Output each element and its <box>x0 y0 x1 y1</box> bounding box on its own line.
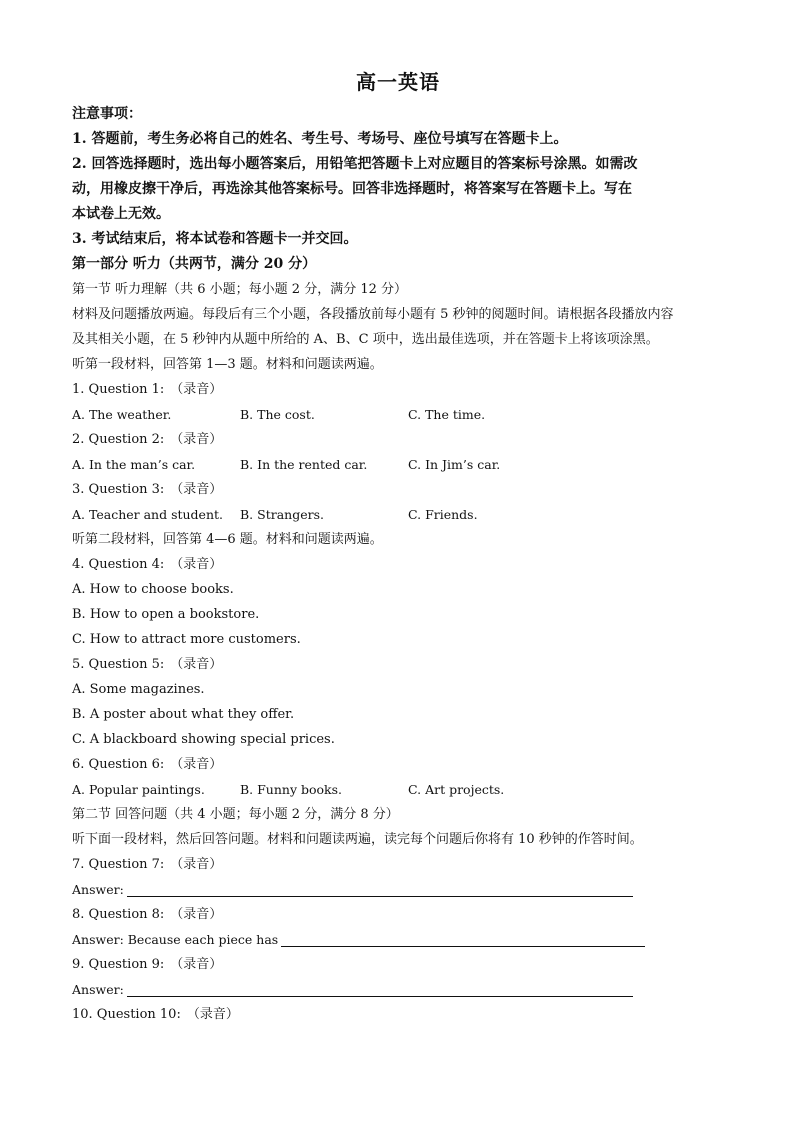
question-5 <box>72 652 724 677</box>
question-6-option-b: B. Funny books. <box>240 782 343 797</box>
question-8-answer-blank[interactable] <box>281 930 645 947</box>
question-3-options <box>72 502 724 527</box>
question-5-label: 5. Question 5: <box>72 657 165 672</box>
section1-instructions-2: 及其相关小题，在 5 秒钟内从题中所给的 A、B、C 项中，选出最佳选项，并在答题卡上将该项涂黑。 <box>72 332 659 347</box>
passage2-intro: 听第二段材料，回答第 4—6 题。材料和问题读两遍。 <box>72 532 383 547</box>
question-5-option-b: B. A poster about what they offer. <box>72 707 295 722</box>
question-7-answer-row <box>72 877 724 902</box>
question-3-option-b: B. Strangers. <box>240 507 324 522</box>
question-2-options <box>72 452 724 477</box>
question-6-label: 6. Question 6: <box>72 757 165 772</box>
question-1-audio-note: （录音） <box>170 382 223 397</box>
question-7-label: 7. Question 7: <box>72 857 165 872</box>
question-4-option-c: C. How to attract more customers. <box>72 632 301 647</box>
question-6-audio-note: （录音） <box>170 757 223 772</box>
question-10 <box>72 1002 724 1027</box>
question-7-answer-label: Answer: <box>72 882 124 897</box>
page-title: 高一英语 <box>356 70 440 94</box>
question-2-option-c: C. In Jim’s car. <box>408 457 501 472</box>
question-2-audio-note: （录音） <box>170 432 223 447</box>
notice-item-2-cont: 动，用橡皮擦干净后，再选涂其他答案标号。回答非选择题时，将答案写在答题卡上。写在 <box>72 181 632 197</box>
question-3-option-a: A. Teacher and student. <box>72 507 224 522</box>
question-2-option-b: B. In the rented car. <box>240 457 368 472</box>
question-8-audio-note: （录音） <box>170 907 223 922</box>
question-9-label: 9. Question 9: <box>72 957 165 972</box>
question-1-option-a: A. The weather. <box>72 407 172 422</box>
section2-heading: 第二节 回答问题（共 4 小题；每小题 2 分，满分 8 分） <box>72 807 399 822</box>
question-9-audio-note: （录音） <box>170 957 223 972</box>
question-3 <box>72 477 724 502</box>
question-2-label: 2. Question 2: <box>72 432 165 447</box>
section1-instructions-1: 材料及问题播放两遍。每段后有三个小题，各段播放前每小题有 5 秒钟的阅题时间。请根据各段播放内容 <box>72 307 674 322</box>
question-3-option-c: C. Friends. <box>408 507 478 522</box>
question-5-option-a: A. Some magazines. <box>72 682 205 697</box>
question-10-label: 10. Question 10: <box>72 1007 181 1022</box>
section2-instructions: 听下面一段材料，然后回答问题。材料和问题读两遍，读完每个问题后你将有 10 秒钟的作答时间。 <box>72 832 643 847</box>
question-1-options <box>72 402 724 427</box>
notice-item-3: 3. 考试结束后，将本试卷和答题卡一并交回。 <box>72 231 358 247</box>
question-1-label: 1. Question 1: <box>72 382 165 397</box>
notice-item-2: 2. 回答选择题时，选出每小题答案后，用铅笔把答题卡上对应题目的答案标号涂黑。如需改 <box>72 156 638 172</box>
question-4-audio-note: （录音） <box>170 557 223 572</box>
section1-heading: 第一节 听力理解（共 6 小题；每小题 2 分，满分 12 分） <box>72 282 408 297</box>
question-4-label: 4. Question 4: <box>72 557 165 572</box>
passage1-intro: 听第一段材料，回答第 1—3 题。材料和问题读两遍。 <box>72 357 383 372</box>
question-8-answer-row <box>72 927 724 952</box>
question-3-label: 3. Question 3: <box>72 482 165 497</box>
question-7 <box>72 852 724 877</box>
question-2-option-a: A. In the man’s car. <box>72 457 196 472</box>
question-10-audio-note: （录音） <box>186 1007 239 1022</box>
question-1-option-c: C. The time. <box>408 407 486 422</box>
question-6-option-a: A. Popular paintings. <box>72 782 205 797</box>
question-5-audio-note: （录音） <box>170 657 223 672</box>
question-8 <box>72 902 724 927</box>
notice-heading: 注意事项： <box>72 106 142 122</box>
question-5-option-c: C. A blackboard showing special prices. <box>72 732 335 747</box>
question-9 <box>72 952 724 977</box>
question-1-option-b: B. The cost. <box>240 407 315 422</box>
question-9-answer-row <box>72 977 724 1002</box>
question-3-audio-note: （录音） <box>170 482 223 497</box>
exam-page <box>72 68 724 1027</box>
question-7-answer-blank[interactable] <box>127 880 633 897</box>
question-4-option-b: B. How to open a bookstore. <box>72 607 260 622</box>
question-8-answer-label: Answer: Because each piece has <box>72 932 279 947</box>
question-9-answer-blank[interactable] <box>127 980 633 997</box>
question-1 <box>72 377 724 402</box>
question-6 <box>72 752 724 777</box>
question-6-option-c: C. Art projects. <box>408 782 505 797</box>
question-8-label: 8. Question 8: <box>72 907 165 922</box>
question-4-option-a: A. How to choose books. <box>72 582 234 597</box>
question-4 <box>72 552 724 577</box>
question-2 <box>72 427 724 452</box>
question-9-answer-label: Answer: <box>72 982 124 997</box>
notice-item-2-end: 本试卷上无效。 <box>72 206 170 222</box>
part1-heading: 第一部分 听力（共两节，满分 20 分） <box>72 256 317 272</box>
question-6-options <box>72 777 724 802</box>
notice-item-1: 1. 答题前，考生务必将自己的姓名、考生号、考场号、座位号填写在答题卡上。 <box>72 131 568 147</box>
question-7-audio-note: （录音） <box>170 857 223 872</box>
